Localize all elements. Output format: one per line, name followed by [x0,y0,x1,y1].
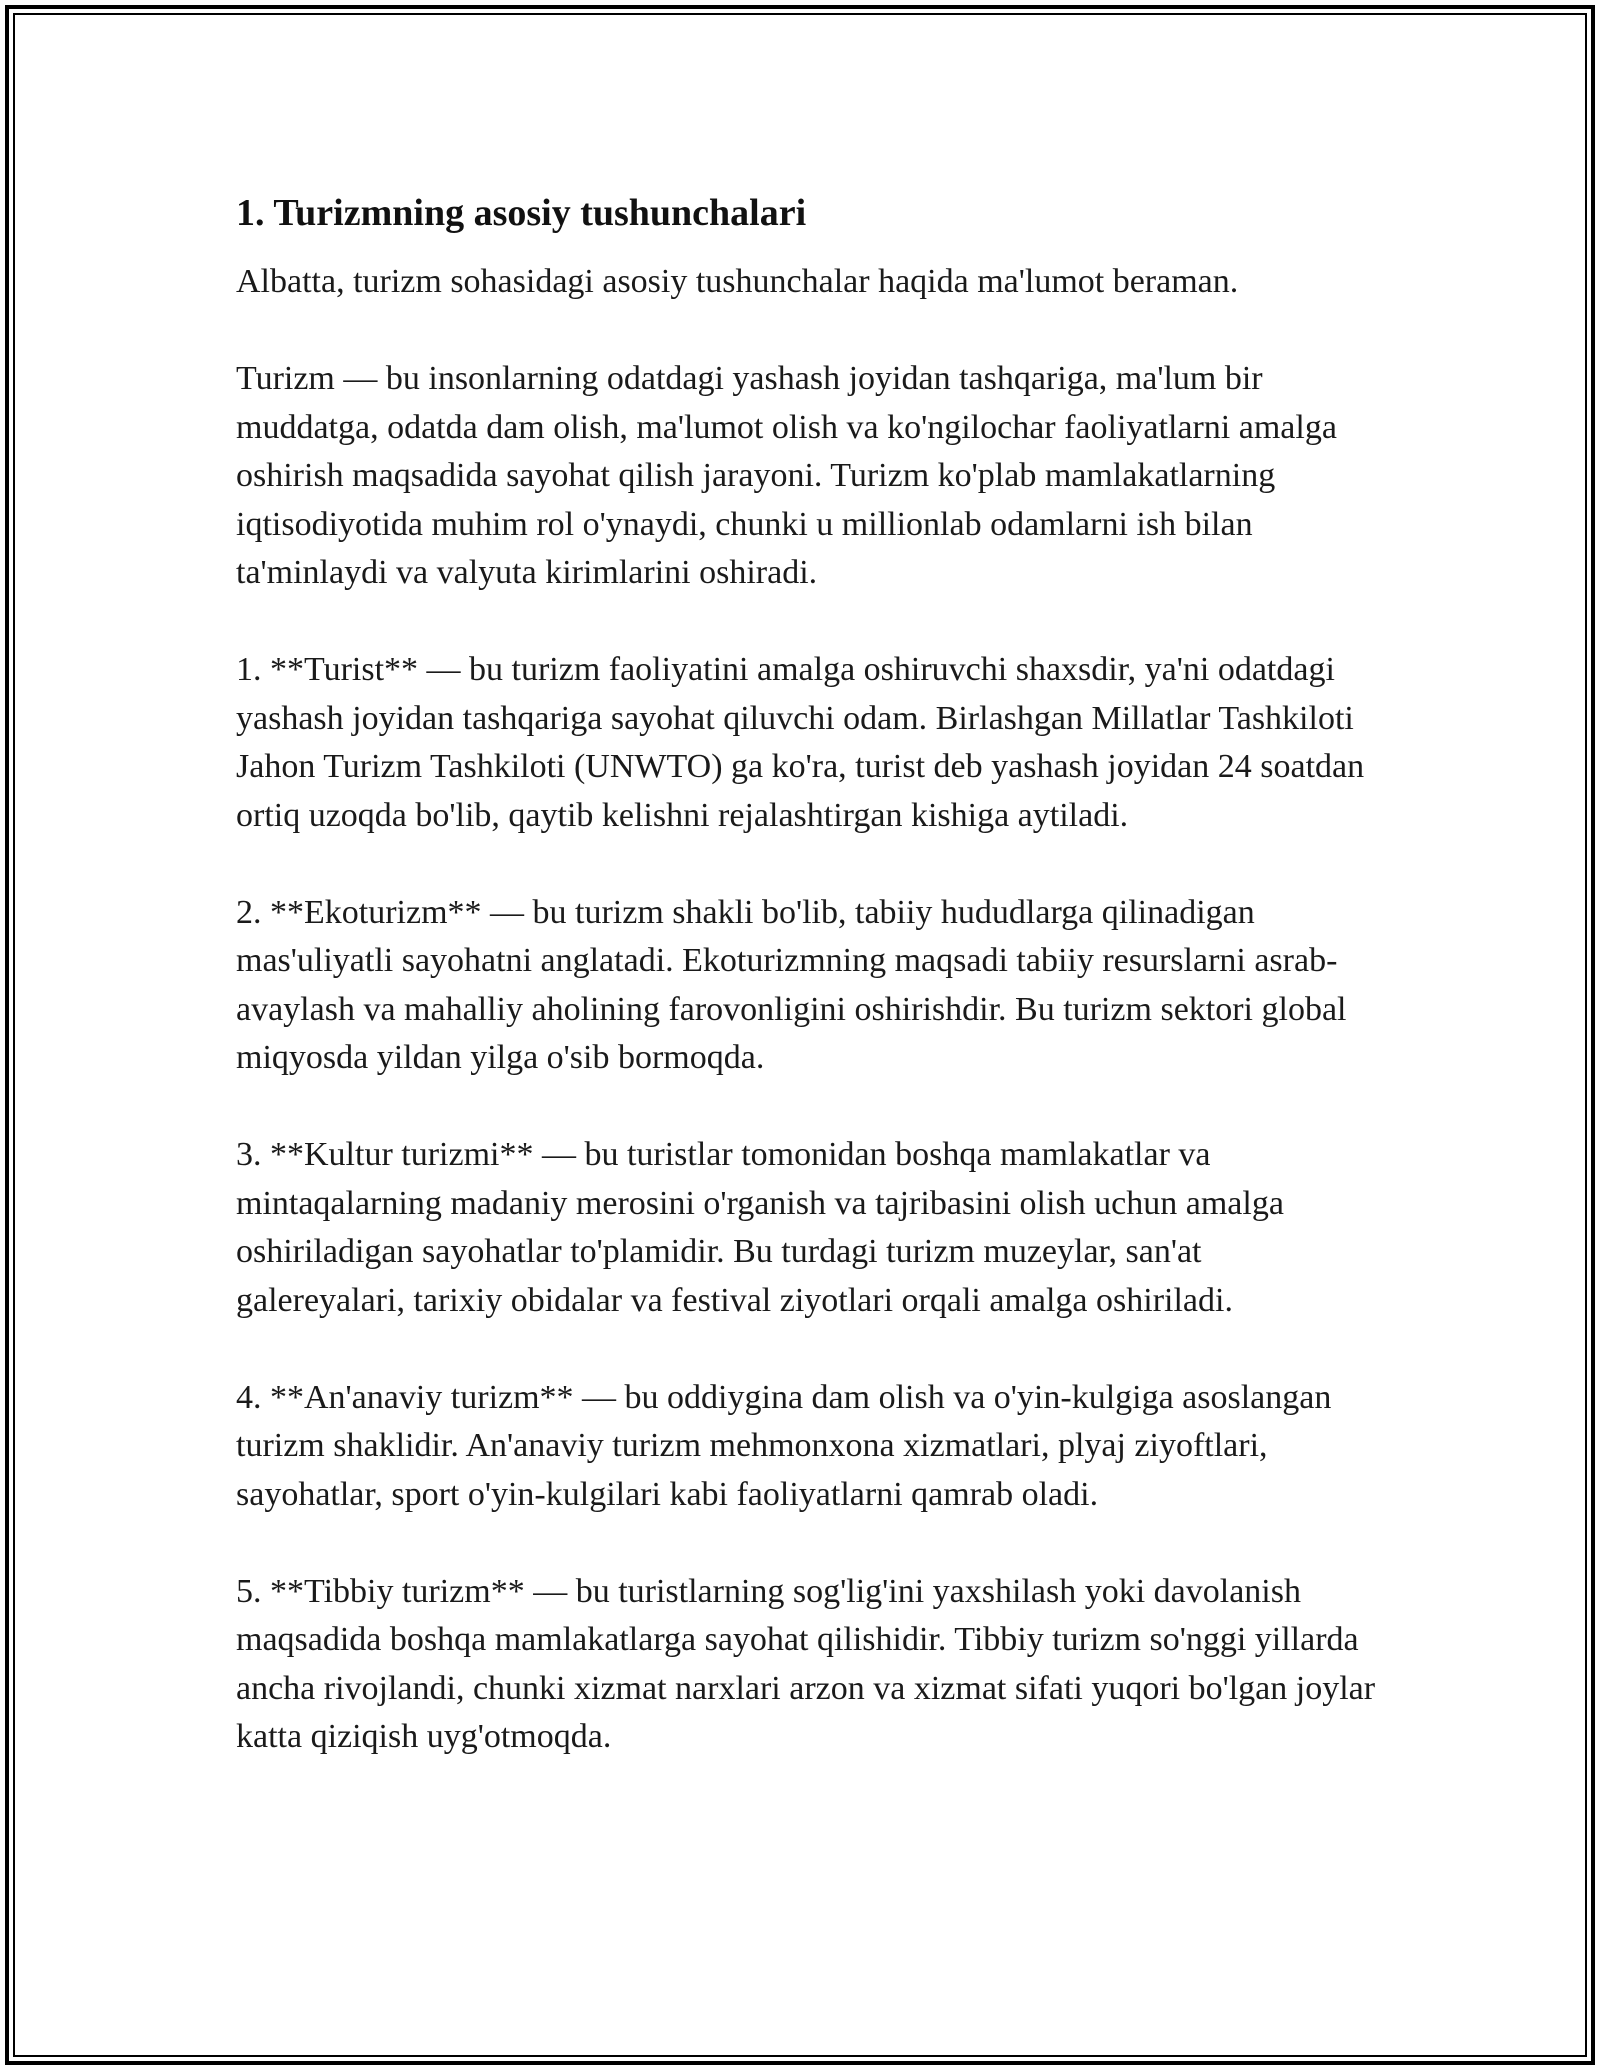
list-item-turist: 1. **Turist** — bu turizm faoliyatini amalga oshiruvchi shaxsdir, ya'ni odatdagi yashash joyidan tashqariga sayohat qiluvchi odam. Birlashgan Millatlar Tashkiloti Jahon Turizm Tashkiloti (UNWTO) ga ko'ra, turist deb yashash joyidan 24 soatdan ortiq uzoqda bo'lib, qaytib kelishni rejalashtirgan kishiga aytiladi. [236,651,1365,834]
document-body [236,188,1376,1762]
list-item-ekoturizm: 2. **Ekoturizm** — bu turizm shakli bo'lib, tabiiy hududlarga qilinadigan mas'uliyatli sayohatni anglatadi. Ekoturizmning maqsadi tabiiy resurslarni asrab-avaylash va mahalliy aholining farovonligini oshirishdir. Bu turizm sektori global miqyosda yildan yilga o'sib bormoqda. [236,893,1347,1076]
definition-paragraph: Turizm — bu insonlarning odatdagi yashash joyidan tashqariga, ma'lum bir muddatga, odatda dam olish, ma'lumot olish va ko'ngilochar faoliyatlarni amalga oshirish maqsadida sayohat qilish jarayoni. Turizm ko'plab mamlakatlarning iqtisodiyotida muhim rol o'ynaydi, chunki u millionlab odamlarni ish bilan ta'minlaydi va valyuta kirimlarini oshiradi. [236,360,1337,591]
list-item-kultur-turizmi: 3. **Kultur turizmi** — bu turistlar tomonidan boshqa mamlakatlar va mintaqalarning madaniy merosini o'rganish va tajribasini olish uchun amalga oshiriladigan sayohatlar to'plamidir. Bu turdagi turizm muzeylar, san'at galereyalari, tarixiy obidalar va festival ziyotlari orqali amalga oshiriladi. [236,1136,1284,1319]
intro-paragraph: Albatta, turizm sohasidagi asosiy tushunchalar haqida ma'lumot beraman. [236,263,1239,300]
document-title: 1. Turizmning asosiy tushunchalari [236,192,807,234]
list-item-ananaviy-turizm: 4. **An'anaviy turizm** — bu oddiygina dam olish va o'yin-kulgiga asoslangan turizm shaklidir. An'anaviy turizm mehmonxona xizmatlari, plyaj ziyoftlari, sayohatlar, sport o'yin-kulgilari kabi faoliyatlarni qamrab oladi. [236,1378,1332,1513]
list-item-tibbiy-turizm: 5. **Tibbiy turizm** — bu turistlarning sog'lig'ini yaxshilash yoki davolanish maqsadida boshqa mamlakatlarga sayohat qilishidir. Tibbiy turizm so'nggi yillarda ancha rivojlandi, chunki xizmat narxlari arzon va xizmat sifati yuqori bo'lgan joylar katta qiziqish uyg'otmoqda. [236,1572,1376,1755]
